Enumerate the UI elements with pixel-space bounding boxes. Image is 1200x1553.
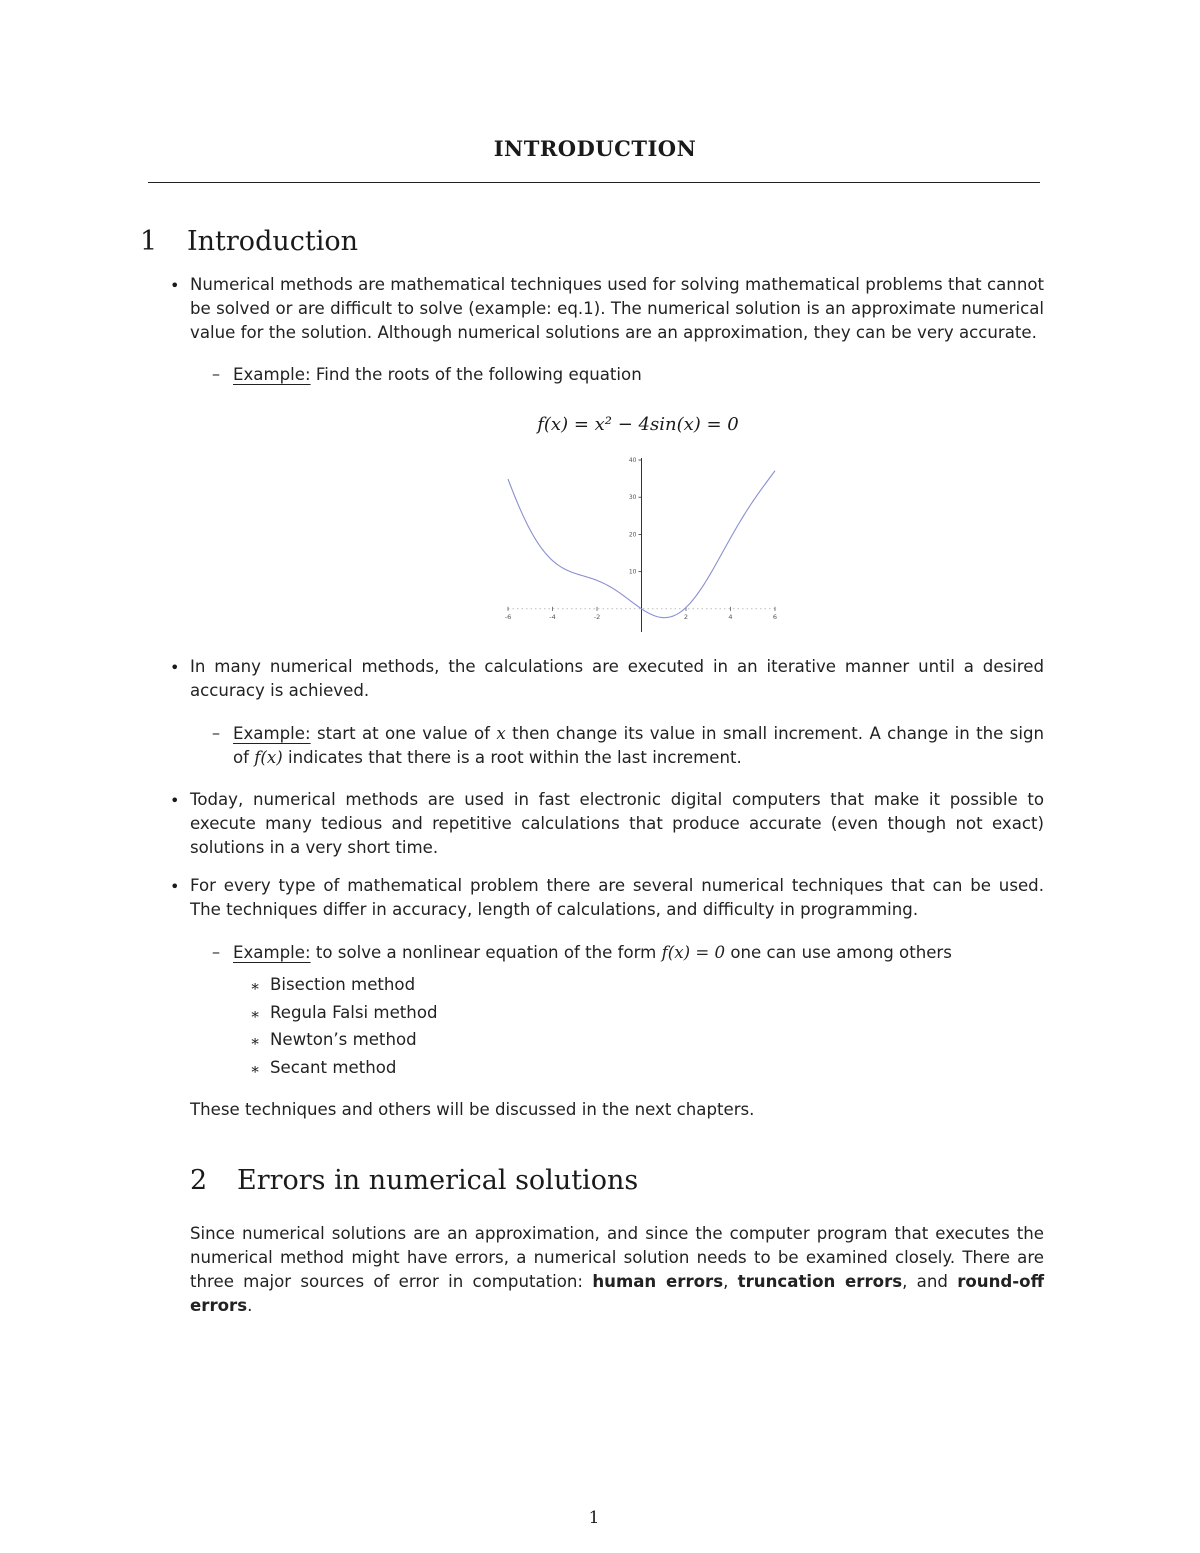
star-marker: ∗ — [250, 1060, 261, 1078]
function-plot — [500, 452, 785, 634]
bullet-3-text: Today, numerical methods are used in fast electronic digital computers that make it possible to execute many tedious and repetitive calculations that produce accurate (even though not exact) solutions in a very short time. — [190, 790, 1044, 857]
page-number: 1 — [588, 1508, 600, 1528]
example-4-text-b: one can use among others — [730, 943, 952, 962]
term-round-off-errors: round-off errors — [190, 1272, 1045, 1315]
example-2 — [233, 722, 1044, 770]
section-2-text: Since numerical solutions are an approximation, and since the computer program that executes the numerical method might have errors, a numerical solution needs to be examined closely. There are three major sources of error in computation: — [190, 1224, 1044, 1291]
bullet-marker: • — [170, 791, 180, 810]
x-tick-label: -2 — [593, 612, 601, 621]
example-label: Example: — [233, 943, 311, 962]
bullet-marker: • — [170, 276, 180, 295]
example-2-text-c: indicates that there is a root within the last increment. — [288, 748, 742, 767]
example-1 — [233, 363, 1043, 387]
method-item: Regula Falsi method — [270, 1003, 438, 1022]
equation-text: f(x) = x² − 4sin(x) = 0 — [537, 414, 739, 435]
section-1-number: 1 — [140, 226, 158, 257]
section-1-heading — [140, 226, 358, 257]
separator: , — [723, 1272, 729, 1291]
example-4 — [233, 941, 1044, 965]
section-2-heading — [190, 1165, 638, 1196]
example-2-text-b: then change its value in small increment. A change in the sign of — [233, 724, 1044, 767]
function-fx: f(x) — [254, 748, 283, 767]
term-human-errors: human errors — [592, 1272, 724, 1291]
example-2-text-a: start at one value of — [316, 724, 490, 743]
bullet-4-text: For every type of mathematical problem there are several numerical techniques that can be used. The techniques differ in accuracy, length of calculations, and difficulty in programming. — [190, 876, 1044, 919]
y-tick-label: 30 — [628, 494, 637, 502]
plot-axes — [508, 458, 778, 632]
section-2-paragraph — [190, 1222, 1044, 1318]
running-title: INTRODUCTION — [493, 136, 697, 161]
y-tick-label: 10 — [628, 568, 637, 576]
x-tick-label: 2 — [683, 612, 689, 621]
x-tick-label: -4 — [549, 612, 556, 621]
term-truncation-errors: truncation errors — [737, 1272, 903, 1291]
plot-ticks — [505, 457, 777, 621]
x-tick-label: 6 — [772, 612, 778, 621]
star-marker: ∗ — [250, 1005, 261, 1023]
method-item: Secant method — [270, 1058, 397, 1077]
dash-marker: – — [212, 364, 220, 383]
separator: , and — [902, 1272, 948, 1291]
dash-marker: – — [212, 942, 220, 961]
section-1-title: Introduction — [187, 226, 358, 257]
method-item: Newton’s method — [270, 1030, 417, 1049]
section-2-number: 2 — [190, 1165, 208, 1196]
bullet-marker: • — [170, 877, 180, 896]
section-2-title: Errors in numerical solutions — [237, 1165, 639, 1196]
star-marker: ∗ — [250, 1032, 261, 1050]
variable-x: x — [496, 724, 506, 743]
header-rule — [148, 182, 1040, 183]
example-4-text-a: to solve a nonlinear equation of the form — [315, 943, 657, 962]
example-label: Example: — [233, 724, 311, 743]
example-label: Example: — [233, 365, 311, 384]
period: . — [247, 1296, 253, 1315]
star-marker: ∗ — [250, 977, 261, 995]
method-item: Bisection method — [270, 975, 416, 994]
dash-marker: – — [212, 723, 220, 742]
example-1-text: Find the roots of the following equation — [315, 365, 642, 384]
x-tick-label: -6 — [504, 612, 512, 621]
bullet-1-text: Numerical methods are mathematical techniques used for solving mathematical problems that cannot be solved or are difficult to solve (example: eq.1). The numerical solution is an approximate numerical value for the solution. Although numerical solutions are an approximation, they can be very accurate. — [190, 275, 1044, 342]
equation-1 — [0, 414, 1200, 435]
bullet-marker: • — [170, 658, 180, 677]
y-tick-label: 40 — [628, 457, 637, 464]
x-tick-label: 4 — [728, 612, 733, 621]
bullet-2-text: In many numerical methods, the calculations are executed in an iterative manner until a desired accuracy is achieved. — [190, 657, 1044, 700]
closing-sentence: These techniques and others will be discussed in the next chapters. — [190, 1100, 755, 1119]
y-tick-label: 20 — [628, 531, 637, 539]
equation-fx-zero: f(x) = 0 — [661, 943, 726, 962]
